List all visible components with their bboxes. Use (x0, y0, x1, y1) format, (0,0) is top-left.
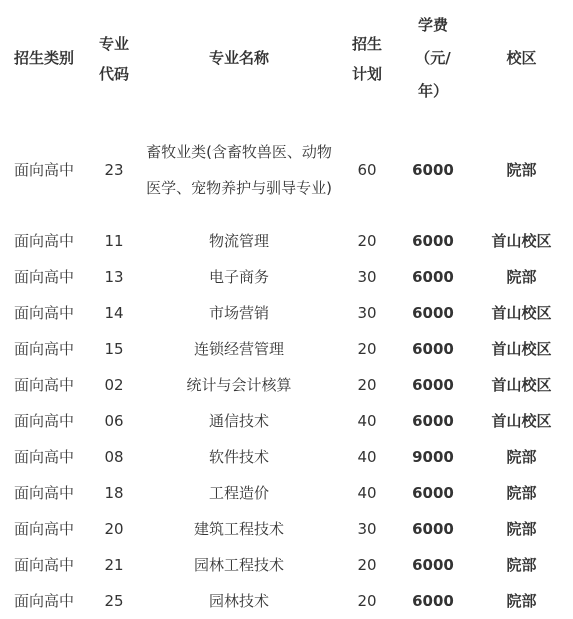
table-header-row (0, 0, 573, 117)
header-fee-line3: 年） (417, 82, 448, 100)
table-row (0, 117, 573, 223)
cell-plan: 20 (357, 339, 377, 358)
header-category: 招生类别 (13, 49, 74, 67)
header-name: 专业名称 (208, 49, 269, 67)
cell-plan: 20 (357, 375, 377, 394)
cell-category: 面向高中 (13, 303, 74, 322)
cell-fee: 6000 (412, 267, 454, 286)
cell-campus: 院部 (506, 591, 537, 610)
cell-category: 面向高中 (13, 339, 74, 358)
cell-code: 21 (104, 555, 124, 574)
cell-plan: 30 (357, 267, 377, 286)
cell-category: 面向高中 (13, 519, 74, 538)
cell-code: 15 (104, 339, 124, 358)
cell-name: 软件技术 (208, 447, 269, 466)
cell-category: 面向高中 (13, 375, 74, 394)
cell-campus: 院部 (506, 447, 537, 466)
header-plan-line2: 计划 (351, 64, 382, 83)
cell-code: 25 (104, 591, 124, 610)
cell-name: 市场营销 (208, 303, 269, 322)
header-code-line2: 代码 (98, 64, 129, 83)
cell-campus: 院部 (506, 267, 537, 286)
cell-category: 面向高中 (13, 411, 74, 430)
cell-code: 06 (104, 411, 124, 430)
cell-category: 面向高中 (13, 483, 74, 502)
cell-fee: 6000 (412, 339, 454, 358)
cell-fee: 6000 (412, 375, 454, 394)
cell-code: 11 (104, 231, 124, 250)
header-plan (338, 0, 396, 117)
header-code (88, 0, 140, 117)
cell-name: 园林工程技术 (193, 555, 284, 574)
cell-fee: 9000 (412, 447, 454, 466)
table-row (0, 259, 573, 295)
cell-plan: 20 (357, 231, 377, 250)
cell-campus: 院部 (506, 160, 537, 179)
table-row (0, 547, 573, 583)
cell-fee: 6000 (412, 303, 454, 322)
cell-name: 畜牧业类(含畜牧兽医、动物医学、宠物养护与驯导专业) (146, 143, 332, 197)
cell-plan: 20 (357, 591, 377, 610)
cell-code: 08 (104, 447, 124, 466)
cell-name: 连锁经营管理 (193, 339, 284, 358)
cell-category: 面向高中 (13, 447, 74, 466)
table-row (0, 403, 573, 439)
cell-name: 工程造价 (208, 483, 269, 502)
cell-campus: 院部 (506, 555, 537, 574)
table-row (0, 295, 573, 331)
cell-fee: 6000 (412, 555, 454, 574)
cell-plan: 40 (357, 447, 377, 466)
cell-category: 面向高中 (13, 267, 74, 286)
cell-plan: 40 (357, 411, 377, 430)
cell-name: 建筑工程技术 (193, 519, 284, 538)
cell-fee: 6000 (412, 591, 454, 610)
table-row (0, 331, 573, 367)
header-fee-line2: （元/ (415, 49, 451, 67)
cell-campus: 首山校区 (491, 303, 552, 322)
cell-name: 物流管理 (208, 231, 269, 250)
cell-code: 23 (104, 160, 124, 179)
cell-name: 通信技术 (208, 411, 269, 430)
cell-name: 园林技术 (208, 591, 269, 610)
cell-fee: 6000 (412, 160, 454, 179)
cell-plan: 30 (357, 519, 377, 538)
cell-fee: 6000 (412, 483, 454, 502)
cell-category: 面向高中 (13, 160, 74, 179)
cell-plan: 60 (357, 160, 377, 179)
cell-fee: 6000 (412, 411, 454, 430)
cell-campus: 院部 (506, 483, 537, 502)
cell-plan: 30 (357, 303, 377, 322)
header-campus: 校区 (506, 49, 537, 67)
cell-name: 电子商务 (208, 267, 269, 286)
cell-code: 13 (104, 267, 124, 286)
cell-code: 20 (104, 519, 124, 538)
cell-code: 14 (104, 303, 124, 322)
table-row (0, 511, 573, 547)
cell-code: 02 (104, 375, 124, 394)
table-row (0, 367, 573, 403)
table-row (0, 223, 573, 259)
cell-code: 18 (104, 483, 124, 502)
cell-campus: 首山校区 (491, 339, 552, 358)
cell-fee: 6000 (412, 231, 454, 250)
cell-category: 面向高中 (13, 591, 74, 610)
cell-category: 面向高中 (13, 555, 74, 574)
table-row (0, 475, 573, 511)
cell-name: 统计与会计核算 (186, 375, 292, 394)
header-code-line1: 专业 (98, 34, 129, 53)
cell-campus: 院部 (506, 519, 537, 538)
cell-campus: 首山校区 (491, 375, 552, 394)
header-fee (396, 0, 470, 117)
cell-fee: 6000 (412, 519, 454, 538)
table-row (0, 583, 573, 619)
header-plan-line1: 招生 (351, 34, 382, 53)
header-fee-line1: 学费 (417, 16, 448, 34)
table-row (0, 439, 573, 475)
cell-category: 面向高中 (13, 231, 74, 250)
cell-campus: 首山校区 (491, 231, 552, 250)
cell-plan: 40 (357, 483, 377, 502)
cell-plan: 20 (357, 555, 377, 574)
cell-campus: 首山校区 (491, 411, 552, 430)
